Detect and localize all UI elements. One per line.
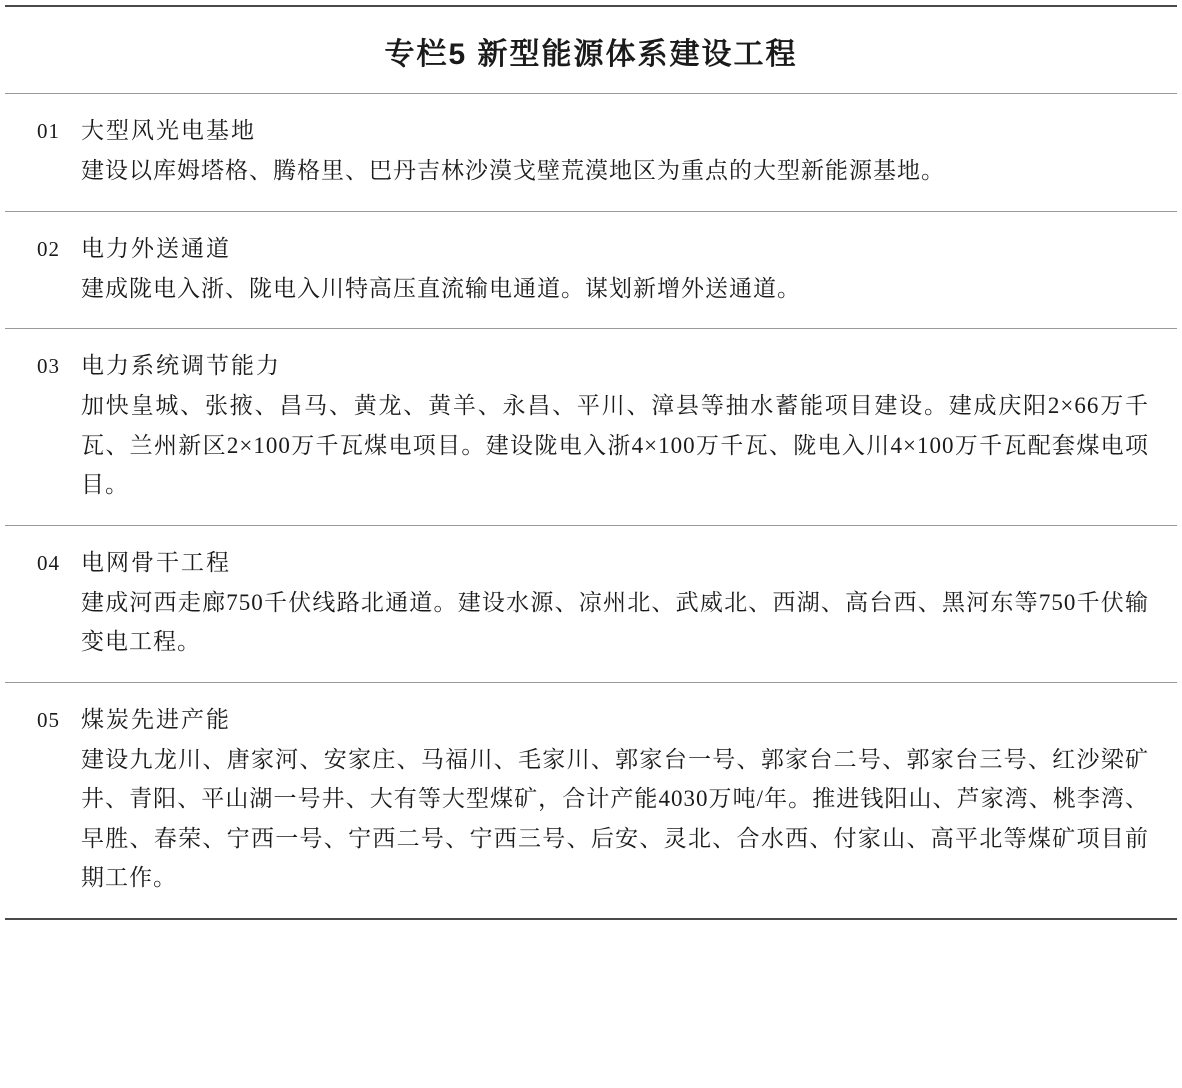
- item-body: 建设以库姆塔格、腾格里、巴丹吉林沙漠戈壁荒漠地区为重点的大型新能源基地。: [81, 158, 945, 183]
- panel-title: 专栏5 新型能源体系建设工程: [5, 7, 1177, 94]
- item-title: 电力系统调节能力: [81, 353, 281, 379]
- item-header: [25, 347, 1157, 380]
- list-item: [5, 683, 1177, 918]
- list-item: [5, 526, 1177, 683]
- item-body: 建成陇电入浙、陇电入川特高压直流输电通道。谋划新增外送通道。: [81, 275, 801, 301]
- item-title: 电网骨干工程: [81, 549, 231, 575]
- item-header: [25, 544, 1157, 577]
- item-body: 建设九龙川、唐家河、安家庄、马福川、毛家川、郭家台一号、郭家台二号、郭家台三号、红沙梁矿井、青阳、平山湖一号井、大有等大型煤矿，合计产能4030万吨/年。推进钱阳山、芦家湾、桃李湾、早胜、春荣、宁西一号、宁西二号、宁西三号、后安、灵北、合水西、付家山、高平北等煤矿项目前期工作。: [81, 746, 1149, 891]
- item-header: [25, 230, 1157, 263]
- item-number: 01: [37, 119, 60, 143]
- feature-box-panel: [5, 5, 1177, 920]
- item-number: 03: [37, 354, 60, 379]
- item-number: 04: [37, 550, 60, 575]
- item-title: 电力外送通道: [81, 235, 231, 261]
- item-title: 大型风光电基地: [81, 118, 256, 143]
- list-item: [5, 94, 1177, 212]
- item-body: 加快皇城、张掖、昌马、黄龙、黄羊、永昌、平川、漳县等抽水蓄能项目建设。建成庆阳2×66万千瓦、兰州新区2×100万千瓦煤电项目。建设陇电入浙4×100万千瓦、陇电入川4×100万千瓦配套煤电项目。: [81, 393, 1149, 498]
- item-body: 建成河西走廊750千伏线路北通道。建设水源、凉州北、武威北、西湖、高台西、黑河东等750千伏输变电工程。: [81, 589, 1149, 655]
- list-item: [5, 329, 1177, 526]
- list-item: [5, 212, 1177, 330]
- item-number: 02: [37, 236, 60, 261]
- item-title: 煤炭先进产能: [81, 706, 231, 732]
- item-number: 05: [37, 707, 60, 732]
- item-header: [25, 112, 1157, 145]
- item-header: [25, 701, 1157, 734]
